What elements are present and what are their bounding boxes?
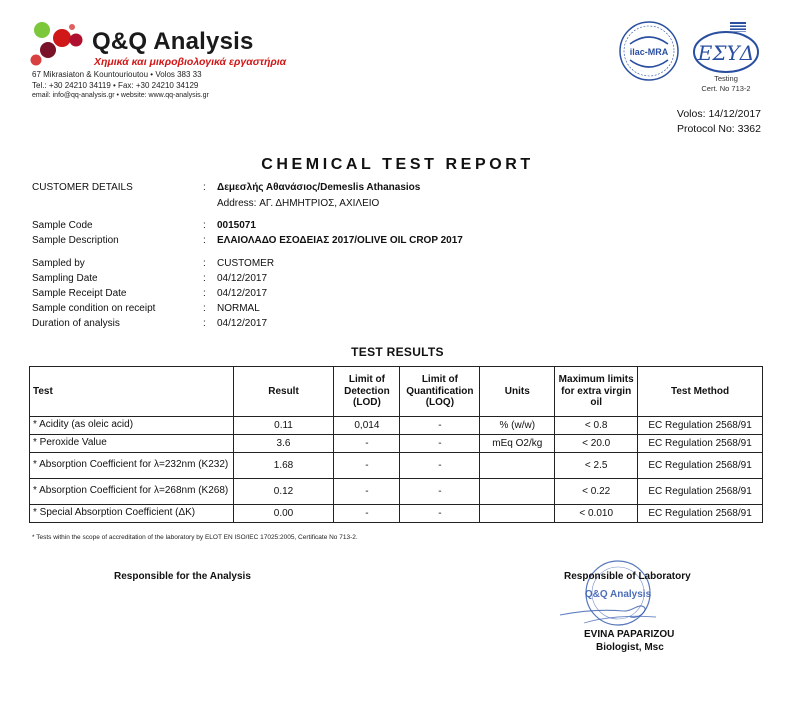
test-name-cell: * Absorption Coefficient for λ=232nm (K232) xyxy=(30,453,234,479)
result-cell: 1.68 xyxy=(233,453,334,479)
max-limit-cell: < 20.0 xyxy=(555,435,638,453)
detail-label: Sampling Date xyxy=(32,273,98,284)
units-cell xyxy=(480,505,555,523)
table-row xyxy=(30,505,763,523)
company-email: email: info@qq-analysis.gr • website: www.qq-analysis.gr xyxy=(32,92,209,99)
loq-cell: - xyxy=(400,505,480,523)
lod-cell: - xyxy=(334,505,400,523)
max-limit-cell: < 2.5 xyxy=(555,453,638,479)
detail-label: Sample condition on receipt xyxy=(32,303,156,314)
units-cell xyxy=(480,479,555,505)
column-header-method: Test Method xyxy=(638,367,763,417)
units-cell: % (w/w) xyxy=(480,417,555,435)
method-cell: EC Regulation 2568/91 xyxy=(638,417,763,435)
responsible-analysis-label: Responsible for the Analysis xyxy=(114,571,251,582)
loq-cell: - xyxy=(400,417,480,435)
max-limit-cell: < 0.8 xyxy=(555,417,638,435)
responsible-laboratory-label: Responsible of Laboratory xyxy=(564,571,691,582)
accreditation-footnote: * Tests within the scope of accreditation of the laboratory by ELOT EN ISO/IEC 17025:2005, Certificate No 713-2. xyxy=(32,534,358,541)
column-header-units: Units xyxy=(480,367,555,417)
lod-cell: - xyxy=(334,479,400,505)
table-row xyxy=(30,417,763,435)
sampled-by-value: CUSTOMER xyxy=(217,258,275,269)
esyd-logo-icon xyxy=(690,22,762,80)
lod-cell: 0,014 xyxy=(334,417,400,435)
detail-label: Sample Code xyxy=(32,220,93,231)
analysis-duration-value: 04/12/2017 xyxy=(217,318,268,329)
customer-name: Δεμεσλής Αθανάσιος/Demeslis Athanasios xyxy=(217,182,421,193)
method-cell: EC Regulation 2568/91 xyxy=(638,505,763,523)
receipt-date-value: 04/12/2017 xyxy=(217,288,268,299)
column-header-loq: Limit of Quantification (LOQ) xyxy=(400,367,480,417)
test-results-title: TEST RESULTS xyxy=(351,345,444,359)
lod-cell: - xyxy=(334,435,400,453)
column-header-test: Test xyxy=(30,367,234,417)
table-row xyxy=(30,435,763,453)
detail-label: Sampled by xyxy=(32,258,85,269)
result-cell: 3.6 xyxy=(233,435,334,453)
detail-label: Duration of analysis xyxy=(32,318,120,329)
method-cell: EC Regulation 2568/91 xyxy=(638,479,763,505)
company-address: 67 Mikrasiaton & Kountourioutou • Volos 383 33 xyxy=(32,70,202,79)
result-cell: 0.11 xyxy=(233,417,334,435)
loq-cell: - xyxy=(400,453,480,479)
column-header-max-limits: Maximum limits for extra virgin oil xyxy=(555,367,638,417)
units-cell: mEq O2/kg xyxy=(480,435,555,453)
report-date: Volos: 14/12/2017 xyxy=(676,108,761,120)
esyd-cert-number: Cert. No 713-2 xyxy=(701,84,751,93)
units-cell xyxy=(480,453,555,479)
table-row xyxy=(30,479,763,505)
column-header-result: Result xyxy=(233,367,334,417)
loq-cell: - xyxy=(400,479,480,505)
customer-details-label: CUSTOMER DETAILS xyxy=(32,182,133,193)
protocol-number: Protocol No: 3362 xyxy=(676,123,761,135)
company-logo-icon xyxy=(28,18,84,70)
test-name-cell: * Special Absorption Coefficient (ΔK) xyxy=(30,505,234,523)
result-cell: 0.12 xyxy=(233,479,334,505)
company-subtitle: Χημικά και μικροβιολογικά εργαστήρια xyxy=(94,56,287,68)
result-cell: 0.00 xyxy=(233,505,334,523)
signer-title: Biologist, Msc xyxy=(596,642,664,653)
test-results-table xyxy=(29,366,763,523)
max-limit-cell: < 0.22 xyxy=(555,479,638,505)
test-name-cell: * Acidity (as oleic acid) xyxy=(30,417,234,435)
method-cell: EC Regulation 2568/91 xyxy=(638,435,763,453)
table-header-row xyxy=(30,367,763,417)
table-row xyxy=(30,453,763,479)
sample-description-value: ΕΛΑΙΟΛΑΔΟ ΕΣΟΔΕΙΑΣ 2017/OLIVE OIL CROP 2017 xyxy=(217,235,463,246)
detail-label: Sample Receipt Date xyxy=(32,288,127,299)
ilac-mra-logo-icon xyxy=(618,20,680,82)
report-title: CHEMICAL TEST REPORT xyxy=(261,156,534,173)
method-cell: EC Regulation 2568/91 xyxy=(638,453,763,479)
detail-label: Sample Description xyxy=(32,235,119,246)
company-name: Q&Q Analysis xyxy=(92,28,254,55)
signer-name: EVINA PAPARIZOU xyxy=(584,629,675,640)
svg-text:ΕΣΥΔ: ΕΣΥΔ xyxy=(697,41,755,65)
customer-address: Address: ΑΓ. ΔΗΜΗΤΡΙΟΣ, ΑΧΙΛΕΙΟ xyxy=(217,198,380,209)
sampling-date-value: 04/12/2017 xyxy=(217,273,268,284)
loq-cell: - xyxy=(400,435,480,453)
svg-text:ilac-MRA: ilac-MRA xyxy=(629,47,669,57)
lod-cell: - xyxy=(334,453,400,479)
column-header-lod: Limit of Detection (LOD) xyxy=(334,367,400,417)
svg-text:Q&Q Analysis: Q&Q Analysis xyxy=(584,589,652,600)
sample-code-value: 0015071 xyxy=(217,220,256,231)
max-limit-cell: < 0.010 xyxy=(555,505,638,523)
test-name-cell: * Absorption Coefficient for λ=268nm (K268) xyxy=(30,479,234,505)
test-name-cell: * Peroxide Value xyxy=(30,435,234,453)
esyd-testing-label: Testing xyxy=(714,74,738,83)
company-phone: Tel.: +30 24210 34119 • Fax: +30 24210 34129 xyxy=(32,81,199,90)
sample-condition-value: NORMAL xyxy=(217,303,260,314)
